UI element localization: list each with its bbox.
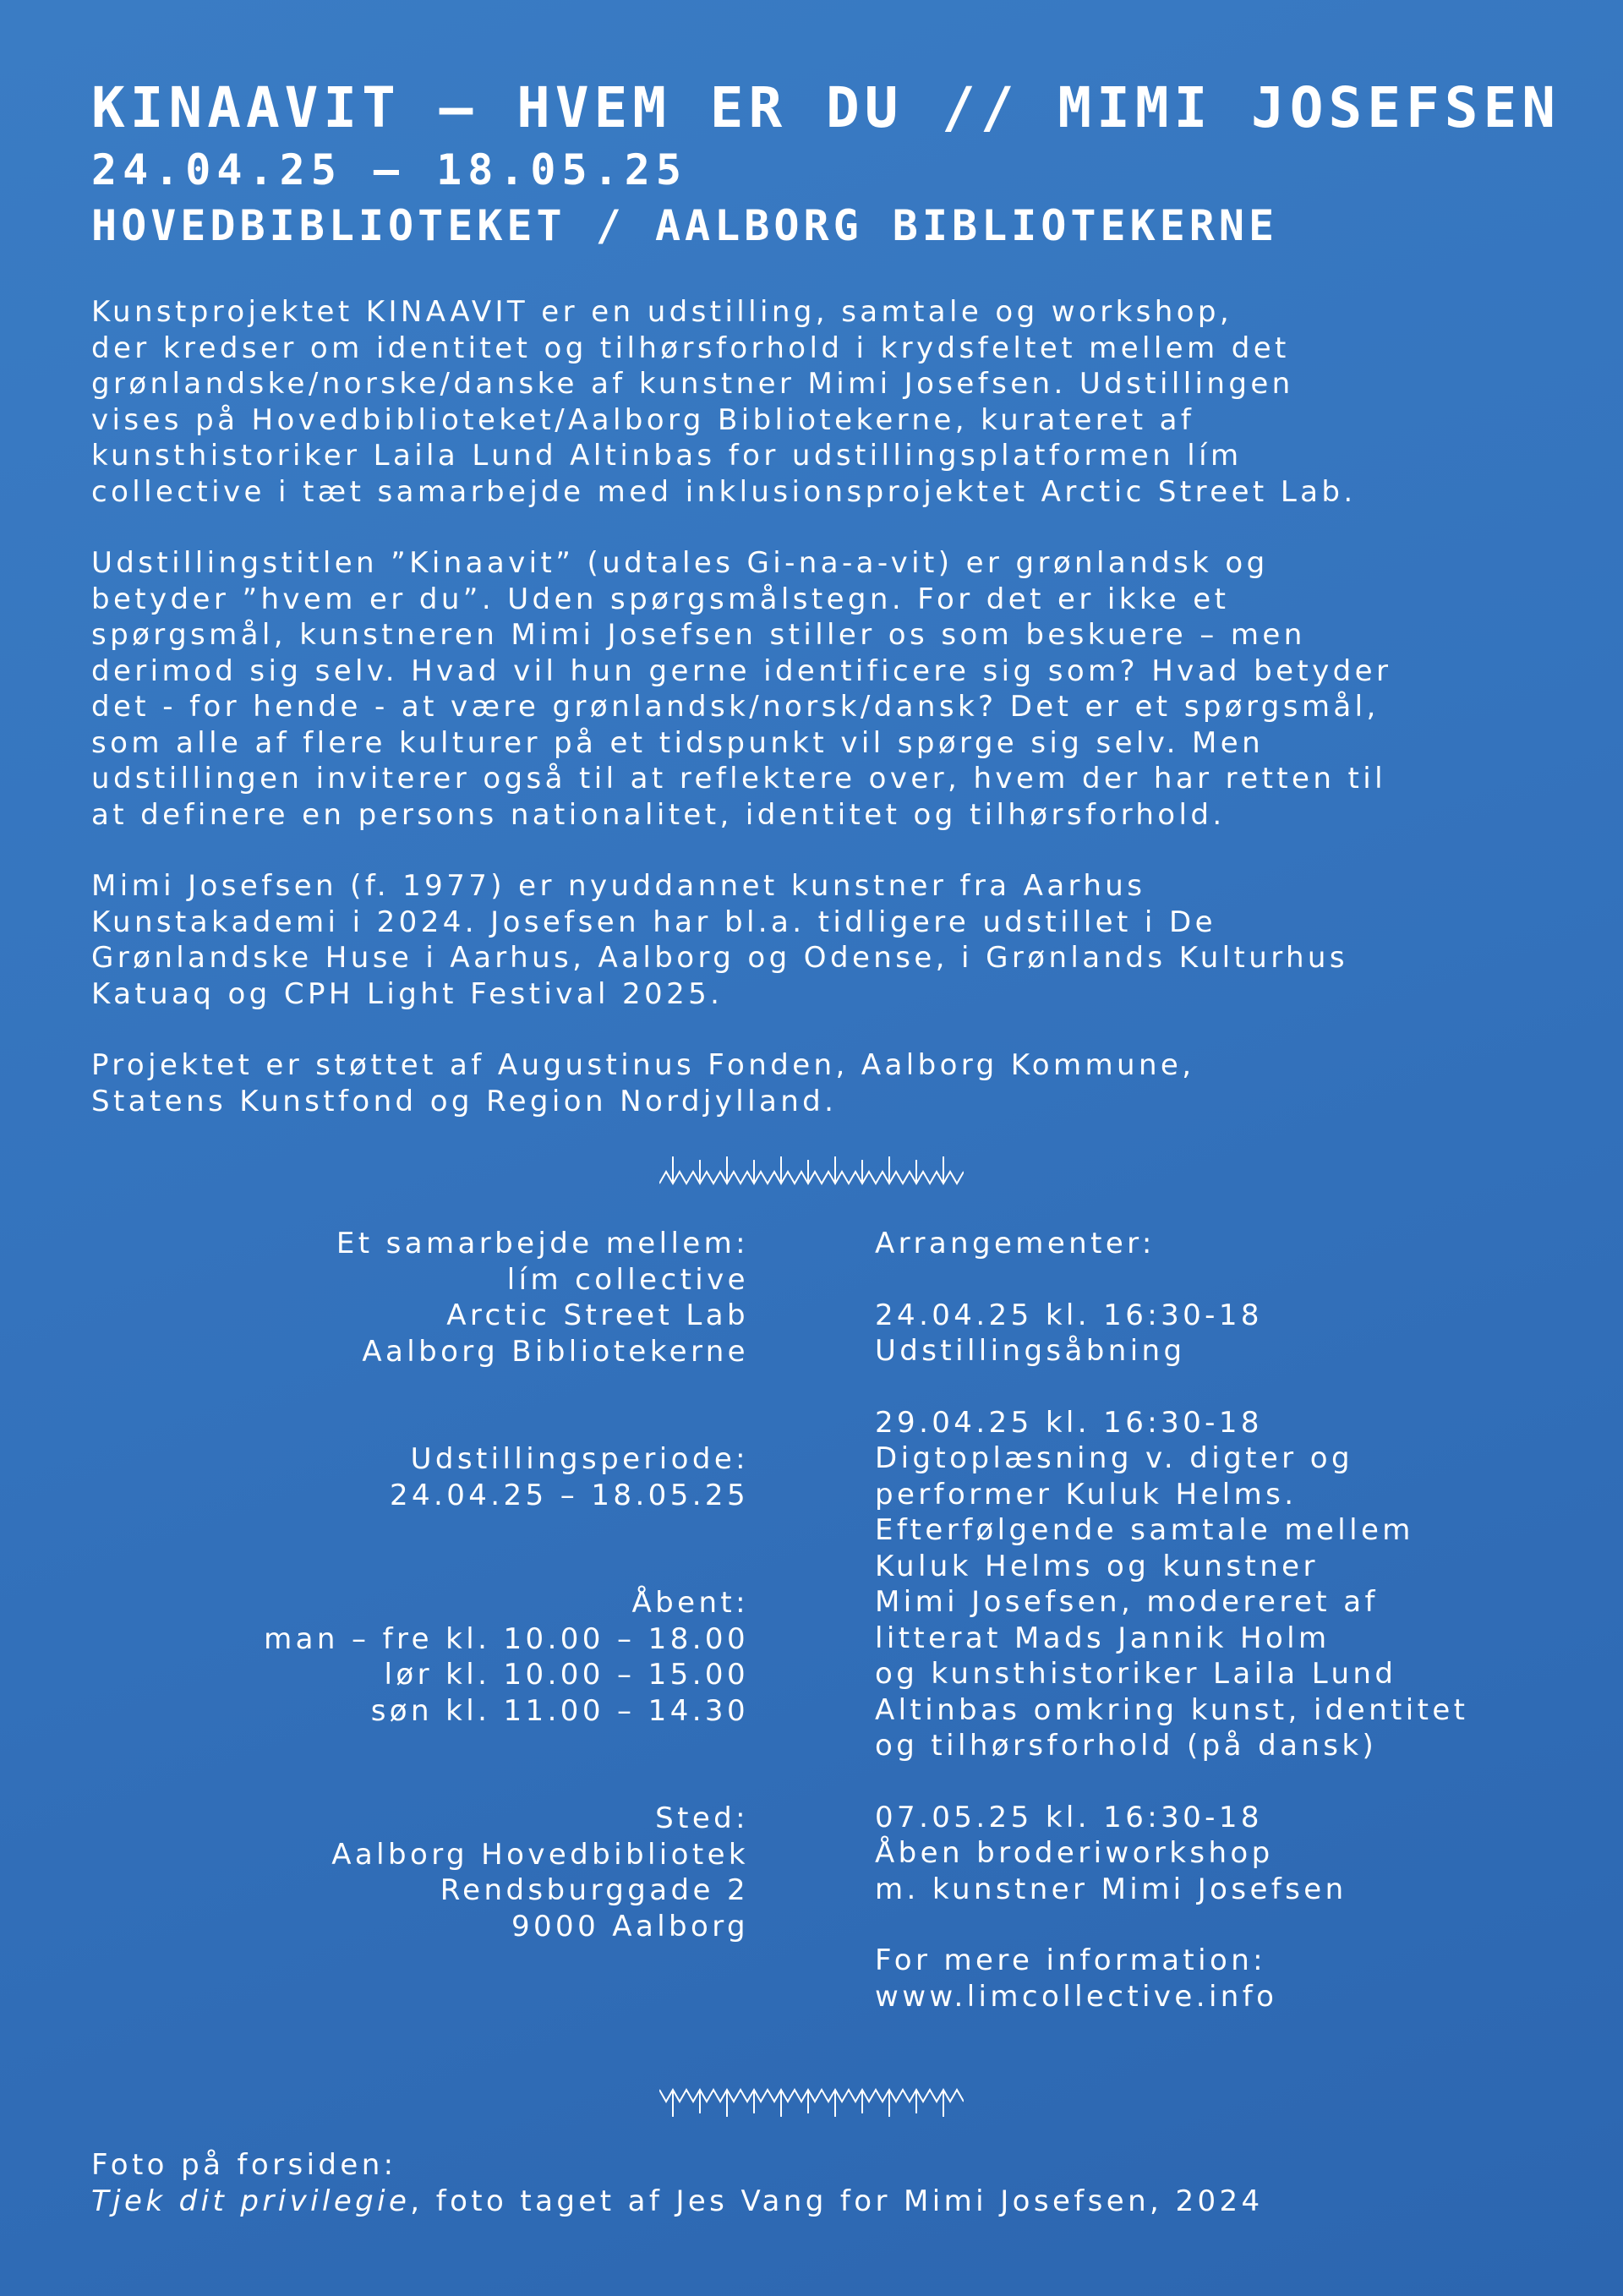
event-line: litterat Mads Jannik Holm (875, 1621, 1331, 1655)
event-line: performer Kuluk Helms. (875, 1477, 1298, 1512)
location-label: Sted: (655, 1801, 749, 1835)
more-info-label: For mere information: (875, 1943, 1267, 1977)
partner-name: Aalborg Bibliotekerne (362, 1334, 749, 1369)
opening-hours-row: søn kl. 11.00 – 14.30 (370, 1693, 749, 1728)
event-line: Efterfølgende samtale mellem (875, 1513, 1414, 1547)
event-line: Mimi Josefsen, modereret af (875, 1585, 1379, 1619)
event-line: Kuluk Helms og kunstner (875, 1549, 1319, 1583)
intro-paragraph-2 (91, 545, 1545, 833)
photo-credit-label: Foto på forsiden: (91, 2148, 397, 2182)
text-line: det - for hende - at være grønlandsk/norsk/dansk? Det er et spørgsmål, (91, 690, 1380, 724)
event-line: Digtoplæsning v. digter og (875, 1441, 1353, 1475)
poster-content (91, 74, 1560, 1155)
event-item (875, 1405, 1602, 1764)
zigzag-ornament-icon (659, 1150, 964, 1192)
event-line: og kunsthistoriker Laila Lund (875, 1657, 1397, 1691)
text-line: at definere en persons nationalitet, identitet og tilhørsforhold. (91, 797, 1226, 832)
text-line: derimod sig selv. Hvad vil hun gerne identificere sig som? Hvad betyder (91, 653, 1392, 688)
collaboration-label: Et samarbejde mellem: (336, 1227, 749, 1260)
text-line: Mimi Josefsen (f. 1977) er nyuddannet kunstner fra Aarhus (91, 869, 1146, 903)
text-line: spørgsmål, kunstneren Mimi Josefsen stiller os som beskuere – men (91, 618, 1306, 652)
text-line: som alle af flere kulturer på et tidspunkt vil spørge sig selv. Men (91, 725, 1265, 760)
intro-paragraph-4 (91, 1047, 1545, 1119)
text-line: grønlandske/norske/danske af kunstner Mimi Josefsen. Udstillingen (91, 367, 1294, 401)
event-line: Åben broderiworkshop (875, 1836, 1274, 1870)
opening-hours-row: lør kl. 10.00 – 15.00 (384, 1658, 749, 1692)
text-line: Katuaq og CPH Light Festival 2025. (91, 976, 724, 1011)
event-line: 24.04.25 kl. 16:30-18 (875, 1298, 1263, 1332)
opening-hours-row: man – fre kl. 10.00 – 18.00 (264, 1621, 749, 1656)
period-block (73, 1441, 749, 1513)
website-link[interactable]: www.limcollective.info (875, 1979, 1278, 2014)
event-line: Altinbas omkring kunst, identitet (875, 1692, 1469, 1727)
text-line: kunsthistoriker Laila Lund Altinbas for udstillingsplatformen lím (91, 439, 1243, 473)
period-value: 24.04.25 – 18.05.25 (389, 1478, 749, 1512)
photo-credit-text: , foto taget af Jes Vang for Mimi Josefsen, 2024 (410, 2184, 1264, 2218)
intro-paragraph-1 (91, 294, 1545, 510)
event-line: 29.04.25 kl. 16:30-18 (875, 1405, 1263, 1440)
events-column (875, 1226, 1602, 2014)
text-line: betyder ”hvem er du”. Uden spørgsmålstegn. For det er ikke et (91, 582, 1230, 616)
poster-title: KINAAVIT – HVEM ER DU // MIMI JOSEFSEN (91, 75, 1560, 140)
period-label: Udstillingsperiode: (410, 1442, 749, 1476)
more-info-block (875, 1943, 1602, 2014)
photo-credit-line (91, 2184, 1264, 2220)
info-column (73, 1226, 749, 1944)
event-line: 07.05.25 kl. 16:30-18 (875, 1800, 1263, 1834)
partner-name: lím collective (506, 1262, 749, 1297)
venue-title: HOVEDBIBLIOTEKET / AALBORG BIBLIOTEKERNE (91, 201, 1279, 250)
text-line: Statens Kunstfond og Region Nordjylland. (91, 1084, 838, 1118)
intro-paragraph-3 (91, 868, 1545, 1012)
text-line: Grønlandske Huse i Aarhus, Aalborg og Odense, i Grønlands Kulturhus (91, 941, 1348, 975)
events-label: Arrangementer: (875, 1227, 1156, 1260)
event-line: og tilhørsforhold (på dansk) (875, 1729, 1378, 1763)
intro-text (91, 294, 1545, 1119)
event-item (875, 1800, 1602, 1908)
artwork-title: Tjek dit privilegie (91, 2184, 411, 2218)
event-line: m. kunstner Mimi Josefsen (875, 1872, 1347, 1906)
photo-credit (91, 2147, 1264, 2219)
text-line: vises på Hovedbiblioteket/Aalborg Bibliotekerne, kurateret af (91, 402, 1195, 437)
location-line: Aalborg Hovedbibliotek (331, 1837, 749, 1872)
text-line: Udstillingstitlen ”Kinaavit” (udtales Gi-na-a-vit) er grønlandsk og (91, 546, 1269, 580)
collaboration-block (73, 1226, 749, 1369)
text-line: udstillingen inviterer også til at reflektere over, hvem der har retten til (91, 762, 1386, 795)
location-block (73, 1801, 749, 1944)
text-line: Kunstakademi i 2024. Josefsen har bl.a. tidligere udstillet i De (91, 905, 1216, 939)
opening-hours-block (73, 1585, 749, 1729)
ornament-divider-top (0, 1150, 1623, 1192)
text-line: der kredser om identitet og tilhørsforhold i krydsfeltet mellem det (91, 331, 1290, 365)
exhibition-dates: 24.04.25 – 18.05.25 (91, 145, 687, 194)
partner-name: Arctic Street Lab (446, 1298, 749, 1332)
location-line: 9000 Aalborg (511, 1909, 749, 1943)
location-line: Rendsburggade 2 (440, 1873, 749, 1907)
opening-hours-label: Åbent: (631, 1586, 749, 1620)
event-item (875, 1298, 1602, 1369)
text-line: Kunstprojektet KINAAVIT er en udstilling, samtale og workshop, (91, 295, 1233, 329)
text-line: Projektet er støttet af Augustinus Fonden, Aalborg Kommune, (91, 1048, 1195, 1082)
text-line: collective i tæt samarbejde med inklusionsprojektet Arctic Street Lab. (91, 474, 1357, 509)
event-line: Udstillingsåbning (875, 1334, 1186, 1368)
zigzag-ornament-icon (659, 2080, 964, 2122)
ornament-divider-bottom (0, 2080, 1623, 2122)
